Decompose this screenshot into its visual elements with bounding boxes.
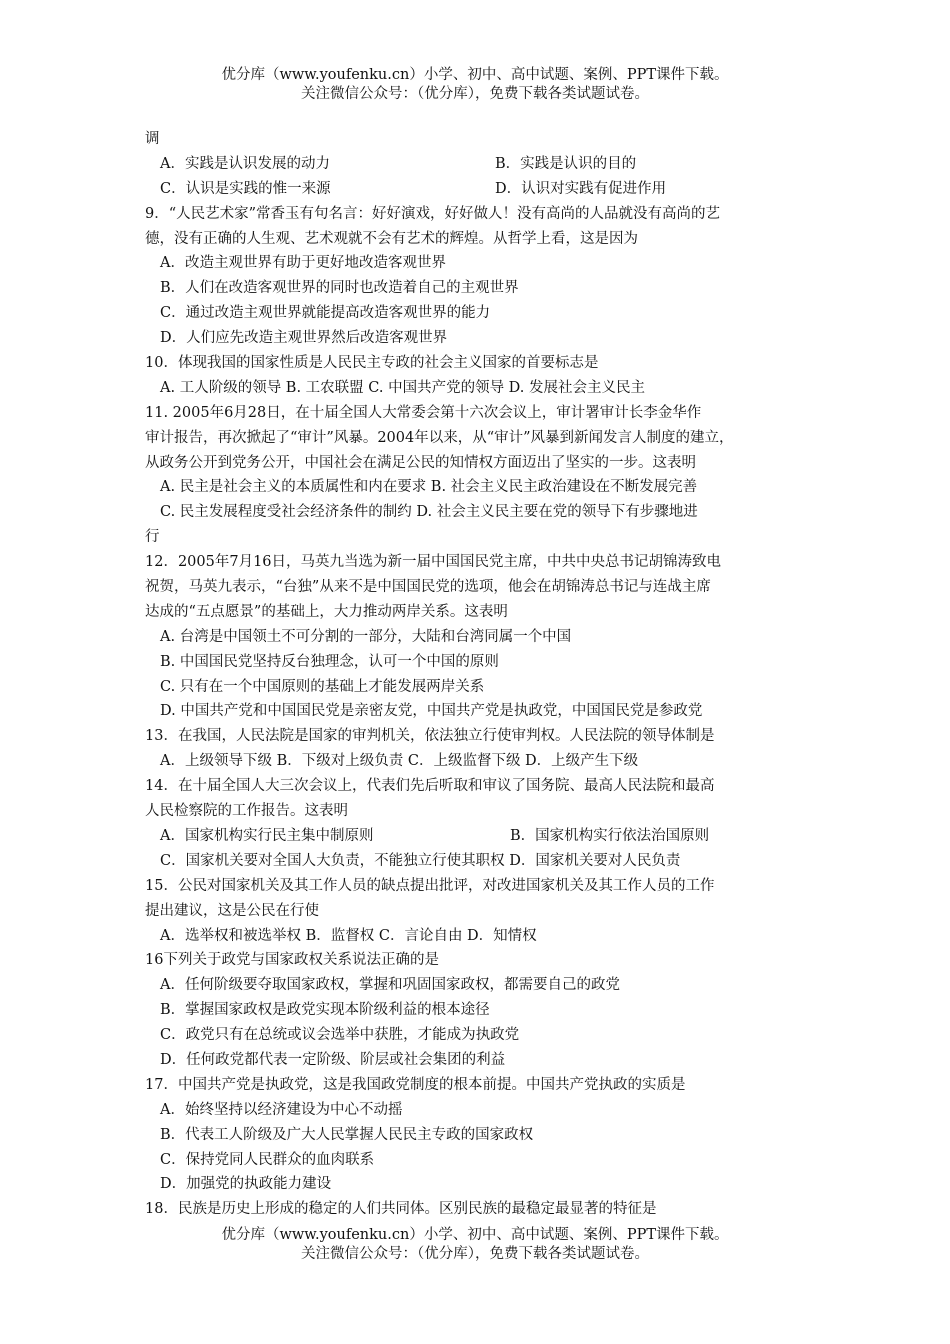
q15-stem-1: 15．公民对国家机关及其工作人员的缺点提出批评，对改进国家机关及其工作人员的工作	[145, 877, 715, 894]
header-line-2: 关注微信公众号：（优分库），免费下载各类试题试卷。	[301, 86, 649, 102]
q16-option-a: A．任何阶级要夺取国家政权，掌握和巩固国家政权，都需要自己的政党	[160, 977, 620, 994]
q16-option-b: B．掌握国家政权是政党实现本阶级利益的根本途径	[160, 1002, 490, 1019]
q10-options: A. 工人阶级的领导 B. 工农联盟 C. 中国共产党的领导 D. 发展社会主义民主	[160, 379, 646, 396]
q12-stem-2: 祝贺，马英九表示，“台独”从来不是中国国民党的选项，他会在胡锦涛总书记与连战主席	[145, 579, 711, 596]
q17-stem: 17．中国共产党是执政党，这是我国政党制度的根本前提。中国共产党执政的实质是	[145, 1076, 686, 1093]
q13-options: A．上级领导下级 B．下级对上级负责 C．上级监督下级 D．上级产生下级	[160, 753, 639, 770]
q11-stem-1: 11. 2005年6月28日，在十届全国人大常委会第十六次会议上，审计署审计长李金华作	[145, 404, 702, 421]
q9-option-d: D．人们应先改造主观世界然后改造客观世界	[160, 330, 448, 347]
q17-option-d: D．加强党的执政能力建设	[160, 1176, 332, 1193]
q8-option-d: D．认识对实践有促进作用	[495, 180, 667, 197]
q14-stem-1: 14．在十届全国人大三次会议上，代表们先后听取和审议了国务院、最高人民法院和最高	[145, 778, 715, 795]
q16-stem: 16下列关于政党与国家政权关系说法正确的是	[145, 952, 439, 969]
q12-option-a: A. 台湾是中国领土不可分割的一部分，大陆和台湾同属一个中国	[160, 628, 572, 645]
q14-option-b: B．国家机构实行依法治国原则	[510, 827, 710, 844]
q12-stem-3: 达成的“五点愿景”的基础上，大力推动两岸关系。这表明	[145, 603, 508, 620]
q11-options-3: 行	[145, 529, 160, 546]
q17-option-a: A．始终坚持以经济建设为中心不动摇	[160, 1101, 403, 1118]
q8-option-c: C．认识是实践的惟一来源	[160, 180, 331, 197]
q12-option-d: D. 中国共产党和中国国民党是亲密友党，中国共产党是执政党，中国国民党是参政党	[160, 703, 703, 720]
q18-stem: 18．民族是历史上形成的稳定的人们共同体。区别民族的最稳定最显著的特征是	[145, 1201, 657, 1218]
q11-options-1: A. 民主是社会主义的本质属性和内在要求 B. 社会主义民主政治建设在不断发展完善	[160, 479, 698, 496]
page-footer	[0, 1226, 950, 1264]
q8-options-cd	[145, 177, 815, 202]
q11-stem-3: 从政务公开到党务公开，中国社会在满足公民的知情权方面迈出了坚实的一步。这表明	[145, 454, 696, 471]
q9-option-b: B．人们在改造客观世界的同时也改造着自己的主观世界	[160, 280, 519, 297]
header-line-1: 优分库（www.youfenku.cn）小学、初中、高中试题、案例、PPT课件下载。	[221, 67, 729, 83]
q8-continuation: 调	[145, 131, 160, 147]
q16-option-c: C．政党只有在总统或议会选举中获胜，才能成为执政党	[160, 1027, 520, 1044]
q14-options-cd: C．国家机关要对全国人大负责，不能独立行使其职权 D．国家机关要对人民负责	[160, 852, 681, 869]
q9-stem-2: 德，没有正确的人生观、艺术观就不会有艺术的辉煌。从哲学上看，这是因为	[145, 230, 638, 247]
footer-line-2: 关注微信公众号：（优分库），免费下载各类试题试卷。	[301, 1246, 649, 1262]
q9-option-c: C．通过改造主观世界就能提高改造客观世界的能力	[160, 305, 491, 322]
q9-stem-1: 9．“人民艺术家”常香玉有句名言：好好演戏，好好做人！没有高尚的人品就没有高尚的艺	[145, 205, 721, 222]
page-header	[0, 66, 950, 104]
q14-option-a: A．国家机构实行民主集中制原则	[160, 827, 374, 844]
q14-options-ab	[145, 824, 815, 849]
q15-stem-2: 提出建议，这是公民在行使	[145, 902, 319, 919]
q8-option-b: B．实践是认识的目的	[495, 155, 637, 172]
q15-options: A．选举权和被选举权 B．监督权 C．言论自由 D．知情权	[160, 927, 537, 944]
q9-option-a: A．改造主观世界有助于更好地改造客观世界	[160, 255, 446, 272]
q11-options-2: C. 民主发展程度受社会经济条件的制约 D. 社会主义民主要在党的领导下有步骤地进	[160, 504, 698, 521]
q10-stem: 10．体现我国的国家性质是人民民主专政的社会主义国家的首要标志是	[145, 355, 599, 372]
q16-option-d: D．任何政党都代表一定阶级、阶层或社会集团的利益	[160, 1051, 506, 1068]
q17-option-b: B．代表工人阶级及广大人民掌握人民民主专政的国家政权	[160, 1126, 534, 1143]
q13-stem: 13．在我国，人民法院是国家的审判机关，依法独立行使审判权。人民法院的领导体制是	[145, 728, 715, 745]
footer-line-1: 优分库（www.youfenku.cn）小学、初中、高中试题、案例、PPT课件下载。	[221, 1227, 729, 1243]
q8-option-a: A．实践是认识发展的动力	[160, 155, 330, 172]
q12-option-b: B. 中国国民党坚持反台独理念，认可一个中国的原则	[160, 653, 499, 670]
q12-option-c: C. 只有在一个中国原则的基础上才能发展两岸关系	[160, 678, 485, 695]
q11-stem-2: 审计报告，再次掀起了“审计”风暴。2004年以来，从“审计”风暴到新闻发言人制度的建立，	[145, 429, 734, 446]
q14-stem-2: 人民检察院的工作报告。这表明	[145, 803, 348, 820]
q12-stem-1: 12．2005年7月16日，马英九当选为新一届中国国民党主席，中共中央总书记胡锦涛致电	[145, 554, 722, 571]
q17-option-c: C．保持党同人民群众的血肉联系	[160, 1151, 375, 1168]
q8-options-ab	[145, 152, 815, 177]
question-content	[145, 127, 815, 1222]
